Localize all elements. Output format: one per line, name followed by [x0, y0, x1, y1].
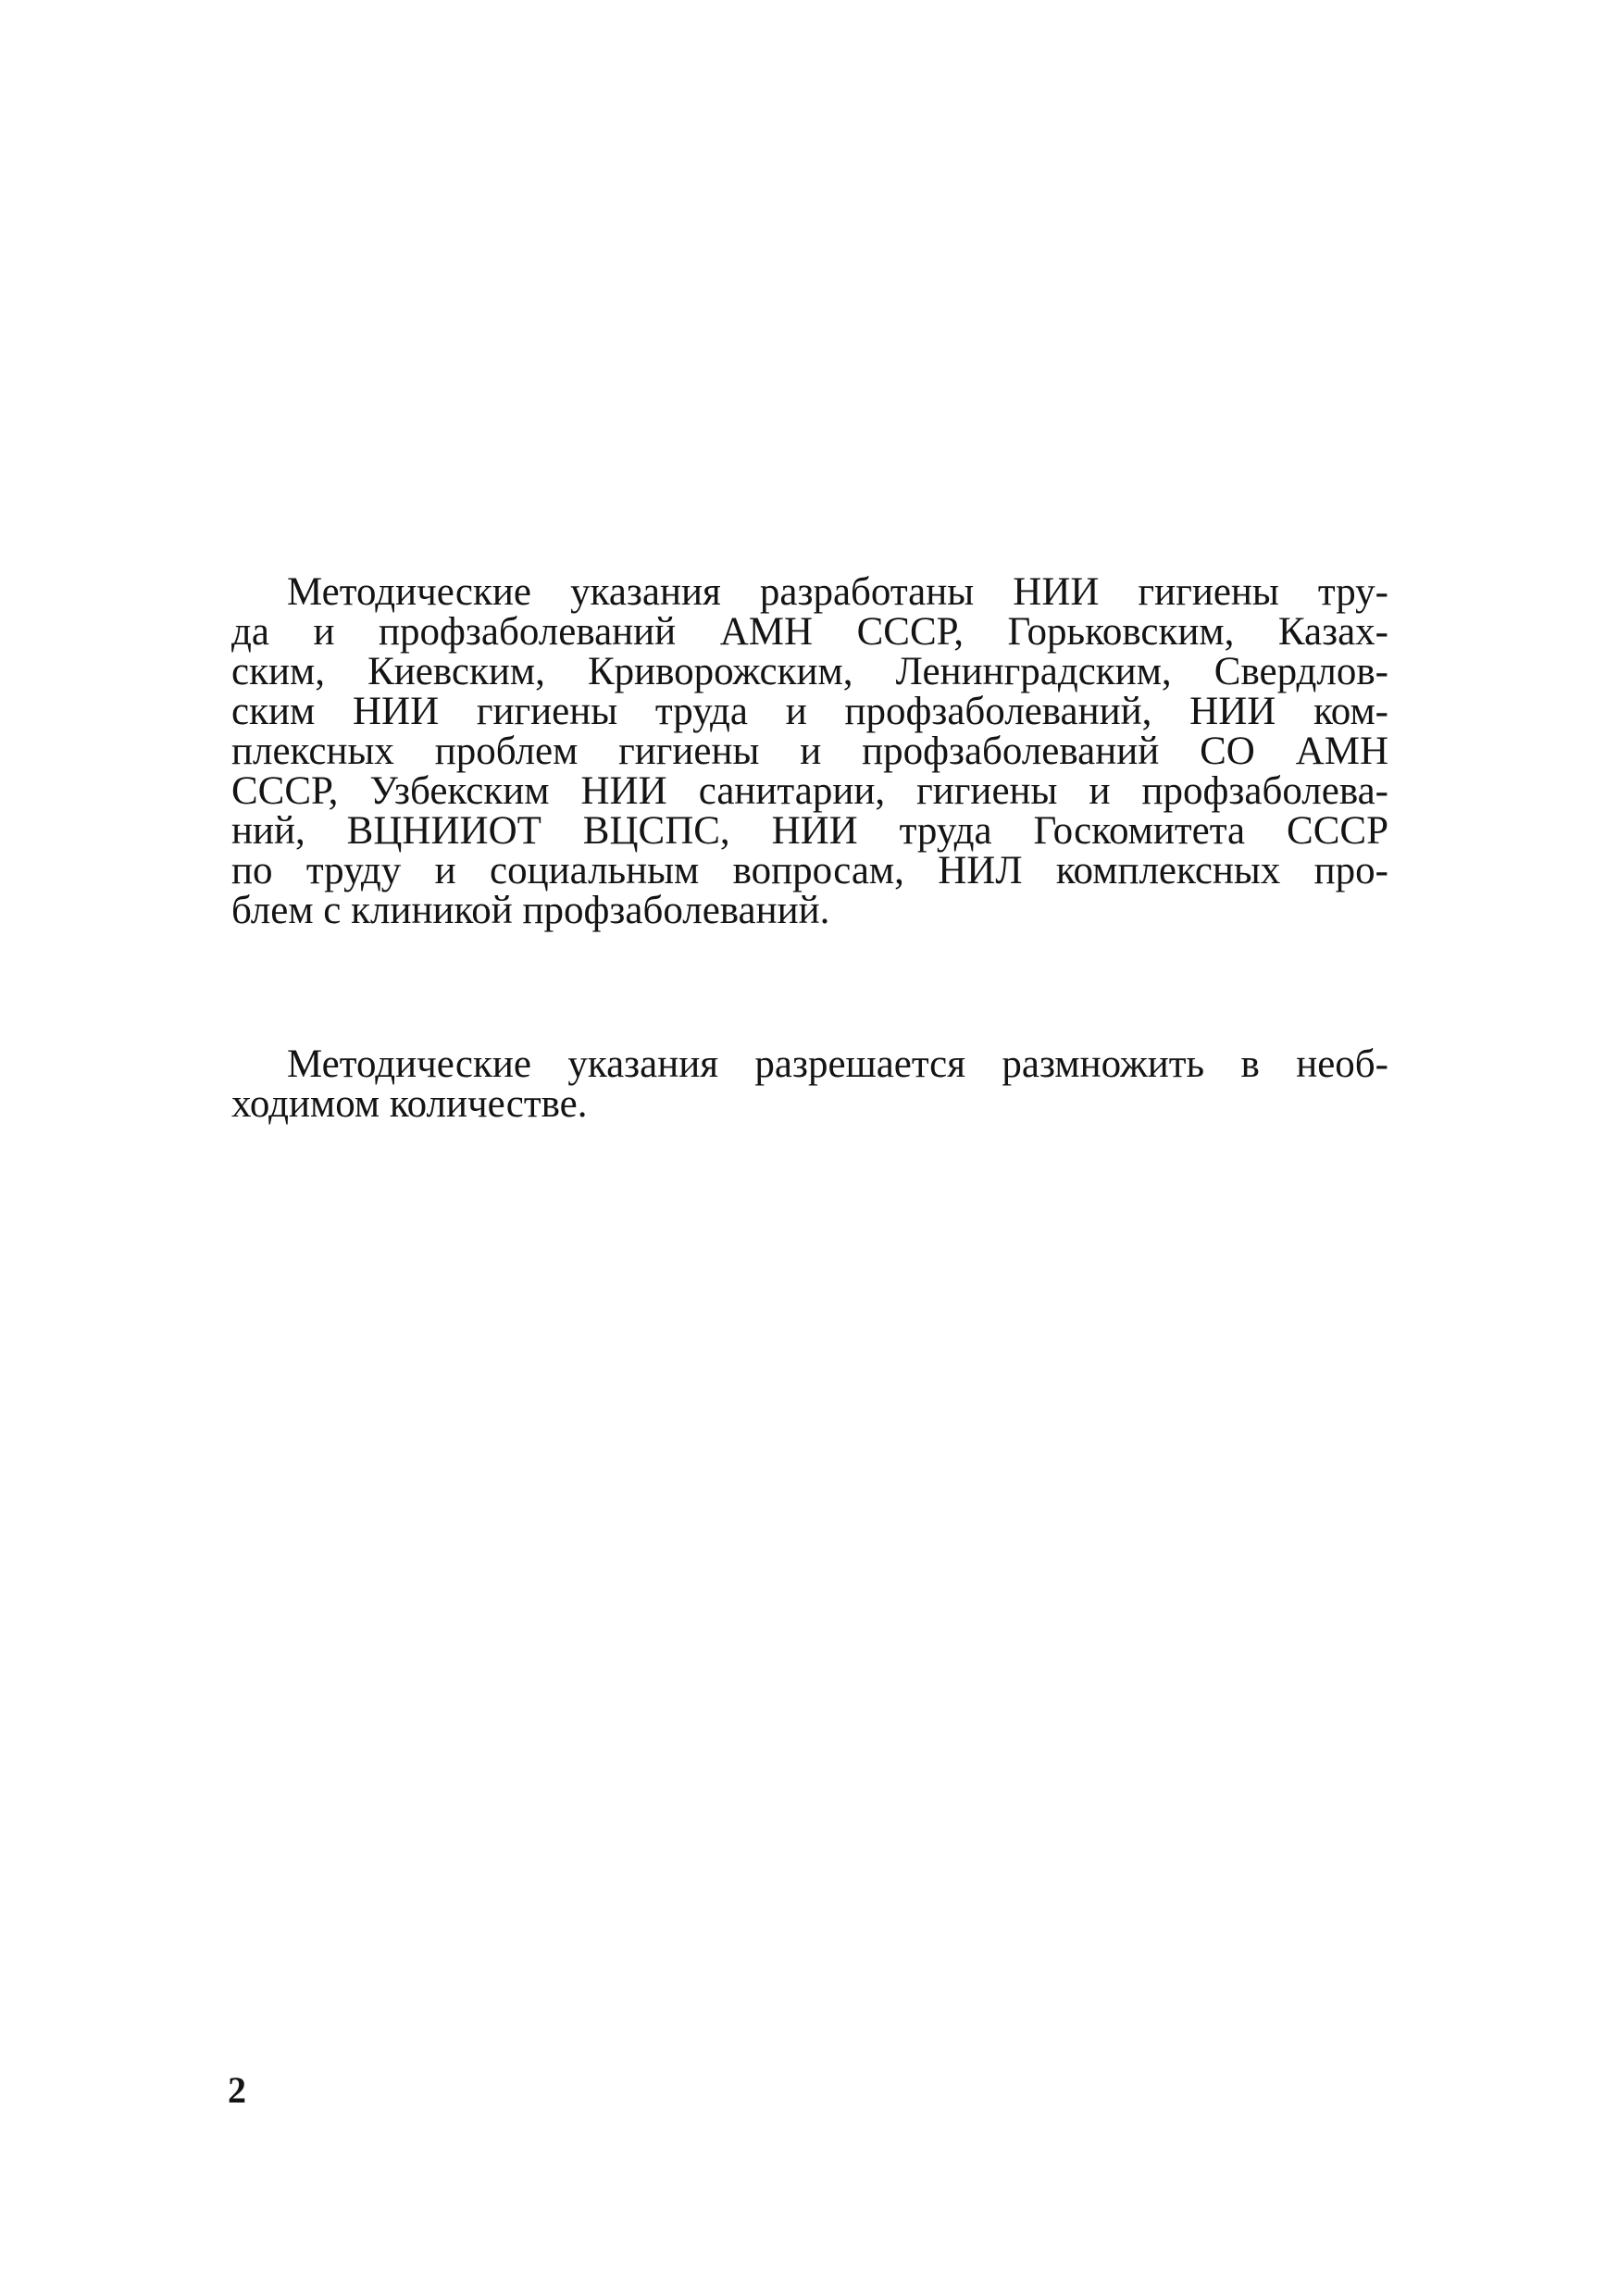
text-line: да и профзаболеваний АМН СССР, Горьковским, Казах-: [231, 610, 1388, 654]
text-line: плексных проблем гигиены и профзаболеваний СО АМН: [231, 730, 1388, 773]
text-line: ний, ВЦНИИОТ ВЦСПС, НИИ труда Госкомитета СССР: [231, 809, 1388, 853]
text-line: ским, Киевским, Криворожским, Ленинградским, Свердлов-: [231, 650, 1388, 693]
text-line: СССР, Узбекским НИИ санитарии, гигиены и профзаболева-: [231, 769, 1388, 813]
text-line: ским НИИ гигиены труда и профзаболеваний, НИИ ком-: [231, 690, 1388, 733]
text-line: Методические указания разработаны НИИ гигиены тру-: [287, 570, 1388, 614]
text-line: ходимом количестве.: [231, 1082, 588, 1126]
page-number: 2: [228, 2069, 246, 2111]
paragraph-reproduction-permission: [231, 1044, 1388, 1124]
paragraph-developers: [231, 572, 1388, 930]
text-line: по труду и социальным вопросам, НИЛ комплексных про-: [231, 849, 1388, 892]
text-line: блем с клиникой профзаболеваний.: [231, 889, 830, 932]
text-line: Методические указания разрешается размножить в необ-: [287, 1042, 1388, 1086]
